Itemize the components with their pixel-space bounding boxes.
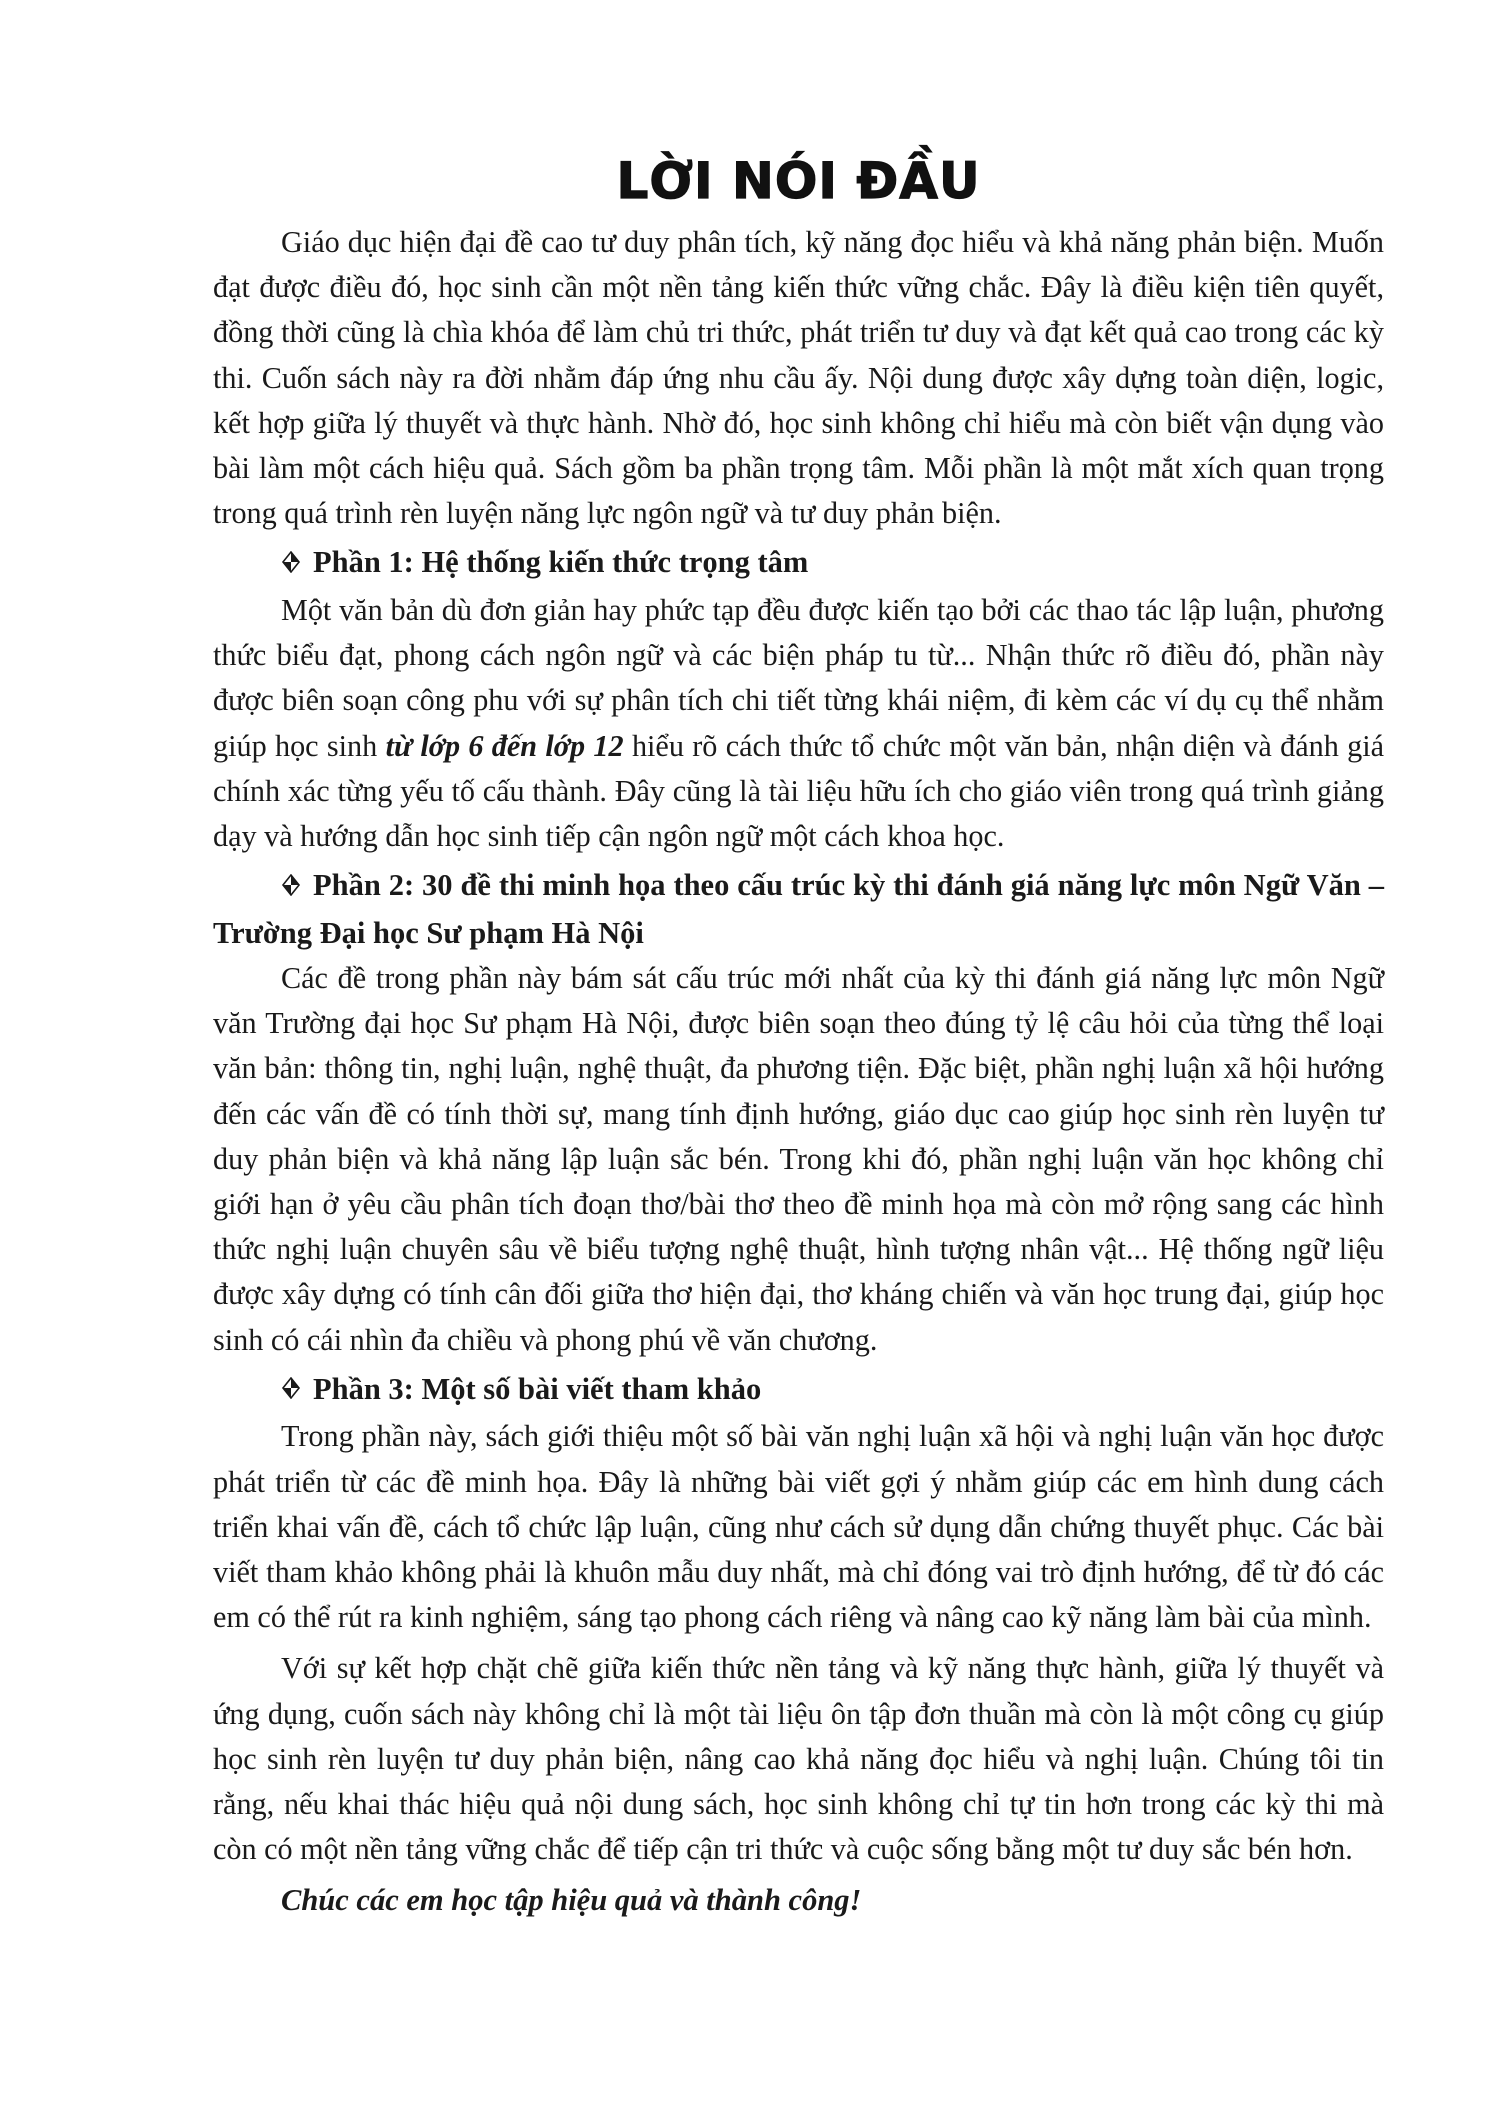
- part3-heading-text: Phần 3: Một số bài viết tham khảo: [313, 1371, 762, 1406]
- part3-paragraph: [213, 1414, 1384, 1640]
- intro-text: Giáo dục hiện đại đề cao tư duy phân tích, kỹ năng đọc hiểu và khả năng phản biện. Muốn đạt được điều đó, học sinh cần một nền tảng kiến thức vững chắc. Đây là điều kiện tiên quyết, đồng thời cũng là chìa khóa để làm chủ tri thức, phát triển tư duy và đạt kết quả cao trong các kỳ thi. Cuốn sách này ra đời nhằm đáp ứng nhu cầu ấy. Nội dung được xây dựng toàn diện, logic, kết hợp giữa lý thuyết và thực hành. Nhờ đó, học sinh không chỉ hiểu mà còn biết vận dụng vào bài làm một cách hiệu quả. Sách gồm ba phần trọng tâm. Mỗi phần là một mắt xích quan trọng trong quá trình rèn luyện năng lực ngôn ngữ và tư duy phản biện.: [213, 225, 1384, 531]
- part2-heading-text: Phần 2: 30 đề thi minh họa theo cấu trúc kỳ thi đánh giá năng lực môn Ngữ Văn – Trường Đại học Sư phạm Hà Nội: [213, 868, 1384, 950]
- conclusion-text: Với sự kết hợp chặt chẽ giữa kiến thức nền tảng và kỹ năng thực hành, giữa lý thuyết và ứng dụng, cuốn sách này không chỉ là một tài liệu ôn tập đơn thuần mà còn là một công cụ giúp học sinh rèn luyện tư duy phản biện, nâng cao khả năng đọc hiểu và nghị luận. Chúng tôi tin rằng, nếu khai thác hiệu quả nội dung sách, học sinh không chỉ tự tin hơn trong các kỳ thi mà còn có một nền tảng vững chắc để tiếp cận tri thức và cuộc sống bằng một tư duy sắc bén hơn.: [213, 1651, 1384, 1867]
- diamond-bullet-icon: [281, 541, 303, 586]
- closing-text: Chúc các em học tập hiệu quả và thành công!: [281, 1883, 862, 1918]
- part3-heading: [213, 1367, 1384, 1415]
- part1-paragraph: [213, 588, 1384, 859]
- part1-heading-text: Phần 1: Hệ thống kiến thức trọng tâm: [313, 545, 809, 580]
- part1-emphasis: từ lớp 6 đến lớp 12: [385, 728, 624, 763]
- part2-text: Các đề trong phần này bám sát cấu trúc mới nhất của kỳ thi đánh giá năng lực môn Ngữ văn Trường đại học Sư phạm Hà Nội, được biên soạn theo đúng tỷ lệ câu hỏi của từng thể loại văn bản: thông tin, nghị luận, nghệ thuật, đa phương tiện. Đặc biệt, phần nghị luận xã hội hướng đến các vấn đề có tính thời sự, mang tính định hướng, giáo dục cao giúp học sinh rèn luyện tư duy phản biện và khả năng lập luận sắc bén. Trong khi đó, phần nghị luận văn học không chỉ giới hạn ở yêu cầu phân tích đoạn thơ/bài thơ theo đề minh họa mà còn mở rộng sang các hình thức nghị luận chuyên sâu về biểu tượng nghệ thuật, hình tượng nhân vật... Hệ thống ngữ liệu được xây dựng có tính cân đối giữa thơ hiện đại, thơ kháng chiến và văn học trung đại, giúp học sinh có cái nhìn đa chiều và phong phú về văn chương.: [213, 961, 1384, 1357]
- part1-text-before: Một văn bản dù đơn giản hay phức tạp đều được kiến tạo bởi các thao tác lập luận, phương thức biểu đạt, phong cách ngôn ngữ và các biện pháp tu từ... Nhận thức rõ điều đó, phần này được biên soạn công phu với sự phân tích chi tiết từng khái niệm, đi kèm các ví dụ cụ thể nhằm giúp học sinh: [213, 593, 1384, 763]
- page-title: LỜI NÓI ĐẦU: [616, 152, 981, 210]
- part2-heading: [213, 863, 1384, 956]
- intro-paragraph: [213, 220, 1384, 536]
- part2-paragraph: [213, 956, 1384, 1363]
- part1-heading: [213, 540, 1384, 588]
- part1-text-after: hiểu rõ cách thức tổ chức một văn bản, nhận diện và đánh giá chính xác từng yếu tố cấu thành. Đây cũng là tài liệu hữu ích cho giáo viên trong quá trình giảng dạy và hướng dẫn học sinh tiếp cận ngôn ngữ một cách khoa học.: [213, 728, 1384, 854]
- preface-page: [213, 150, 1384, 1924]
- diamond-bullet-icon: [281, 1367, 303, 1412]
- part3-text: Trong phần này, sách giới thiệu một số bài văn nghị luận xã hội và nghị luận văn học được phát triển từ các đề minh họa. Đây là những bài viết gợi ý nhằm giúp các em hình dung cách triển khai vấn đề, cách tổ chức lập luận, cũng như cách sử dụng dẫn chứng thuyết phục. Các bài viết tham khảo không phải là khuôn mẫu duy nhất, mà chỉ đóng vai trò định hướng, để từ đó các em có thể rút ra kinh nghiệm, sáng tạo phong cách riêng và nâng cao kỹ năng làm bài của mình.: [213, 1419, 1384, 1635]
- diamond-bullet-icon: [281, 864, 303, 909]
- conclusion-paragraph: [213, 1646, 1384, 1872]
- closing-line: [213, 1878, 1384, 1923]
